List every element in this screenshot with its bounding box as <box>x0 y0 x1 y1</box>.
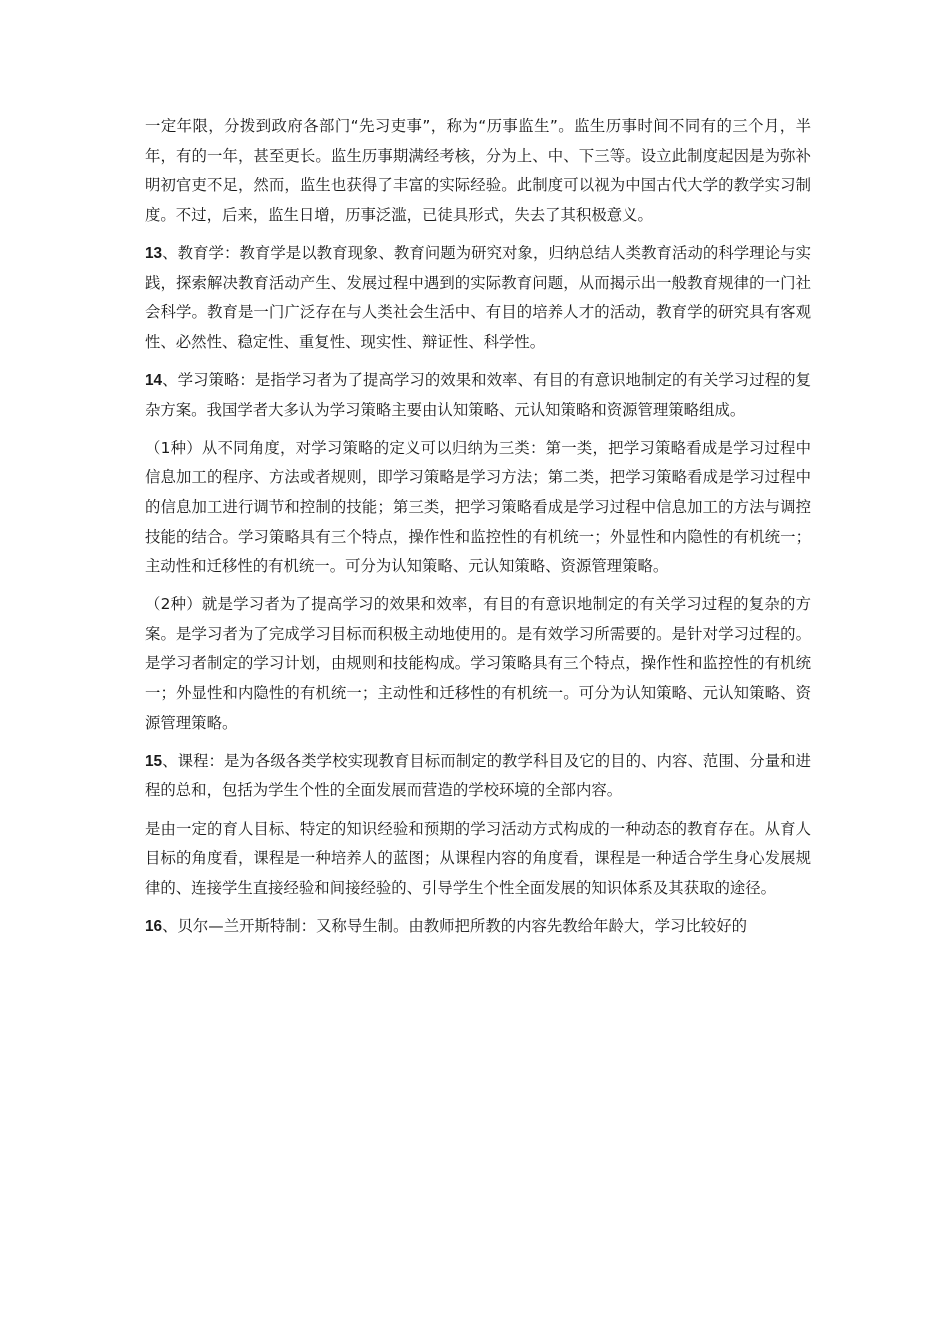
paragraph-text: 一定年限，分拨到政府各部门“先习吏事”，称为“历事监生”。监生历事时间不同有的三个月，半年，有的一年，甚至更长。监生历事期满经考核，分为上、中、下三等。设立此制度起因是为弥补明初官吏不足，然而，监生也获得了丰富的实际经验。此制度可以视为中国古代大学的教学实习制度。不过，后来，监生日增，历事泛滥，已徒具形式，失去了其积极意义。 <box>145 117 811 224</box>
paragraph <box>145 815 811 904</box>
item-number: 14 <box>145 371 163 389</box>
item-number: 15 <box>145 752 163 770</box>
paragraph <box>145 912 811 942</box>
paragraph-text: 、学习策略：是指学习者为了提高学习的效果和效率、有目的有意识地制定的有关学习过程的复杂方案。我国学者大多认为学习策略主要由认知策略、元认知策略和资源管理策略组成。 <box>145 370 811 419</box>
paragraph-text: （1种）从不同角度，对学习策略的定义可以归纳为三类：第一类，把学习策略看成是学习过程中信息加工的程序、方法或者规则，即学习策略是学习方法；第二类，把学习策略看成是学习过程中的信息加工进行调节和控制的技能；第三类，把学习策略看成是学习过程中信息加工的方法与调控技能的结合。学习策略具有三个特点，操作性和监控性的有机统一；外显性和内隐性的有机统一；主动性和迁移性的有机统一。可分为认知策略、元认知策略、资源管理策略。 <box>145 438 811 576</box>
paragraph <box>145 590 811 738</box>
paragraph <box>145 239 811 357</box>
document-body <box>145 112 811 950</box>
paragraph-text: 、贝尔—兰开斯特制：又称导生制。由教师把所教的内容先教给年龄大，学习比较好的 <box>162 917 747 935</box>
paragraph-text: 是由一定的育人目标、特定的知识经验和预期的学习活动方式构成的一种动态的教育存在。从育人目标的角度看，课程是一种培养人的蓝图；从课程内容的角度看，课程是一种适合学生身心发展规律的、连接学生直接经验和间接经验的、引导学生个性全面发展的知识体系及其获取的途径。 <box>145 819 811 897</box>
paragraph <box>145 434 811 582</box>
paragraph <box>145 112 811 230</box>
paragraph <box>145 366 811 425</box>
paragraph-text: 、课程：是为各级各类学校实现教育目标而制定的教学科目及它的目的、内容、范围、分量和进程的总和，包括为学生个性的全面发展而营造的学校环境的全部内容。 <box>145 751 811 800</box>
paragraph-text: （2种）就是学习者为了提高学习的效果和效率，有目的有意识地制定的有关学习过程的复杂的方案。是学习者为了完成学习目标而积极主动地使用的。是有效学习所需要的。是针对学习过程的。是学习者制定的学习计划，由规则和技能构成。学习策略具有三个特点，操作性和监控性的有机统一；外显性和内隐性的有机统一；主动性和迁移性的有机统一。可分为认知策略、元认知策略、资源管理策略。 <box>145 595 811 732</box>
paragraph-text: 、教育学：教育学是以教育现象、教育问题为研究对象，归纳总结人类教育活动的科学理论与实践，探索解决教育活动产生、发展过程中遇到的实际教育问题，从而揭示出一般教育规律的一门社会科学。教育是一门广泛存在与人类社会生活中、有目的培养人才的活动，教育学的研究具有客观性、必然性、稳定性、重复性、现实性、辩证性、科学性。 <box>145 243 811 351</box>
item-number: 13 <box>145 244 163 262</box>
item-number: 16 <box>145 918 163 935</box>
paragraph <box>145 747 811 806</box>
